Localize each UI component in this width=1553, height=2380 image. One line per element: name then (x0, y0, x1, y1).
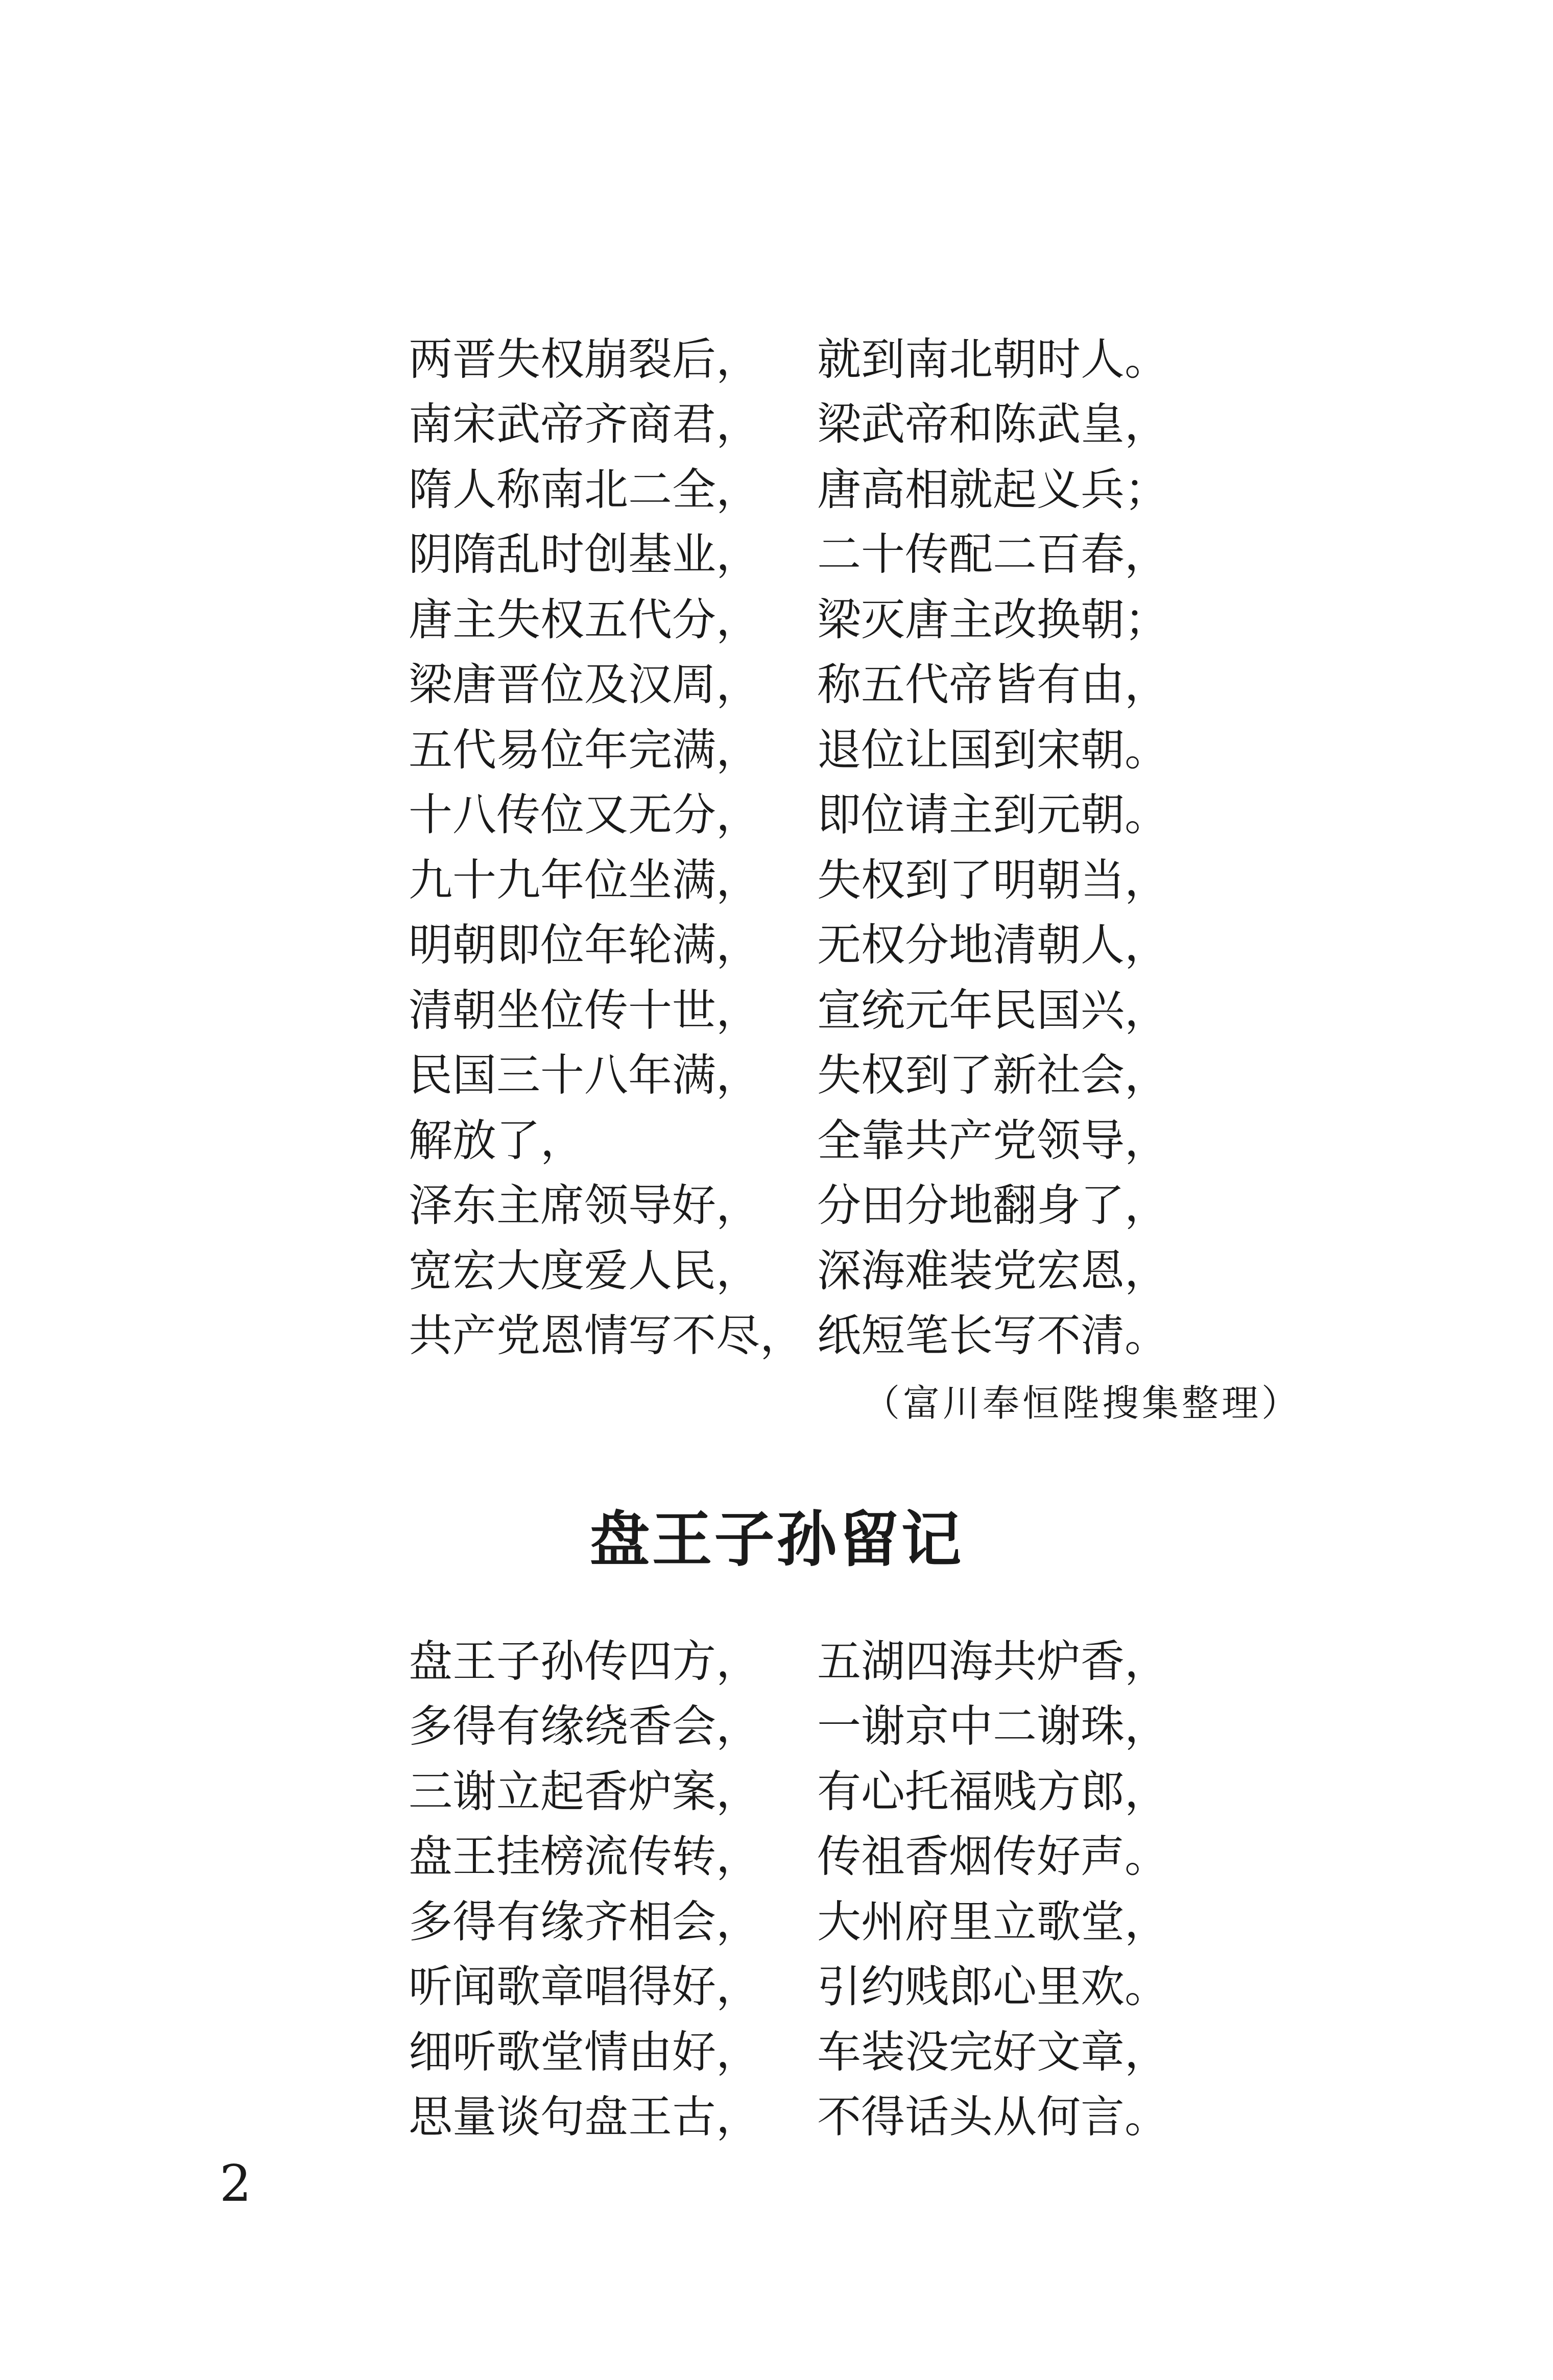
poem-line (409, 457, 1175, 522)
second-half-line: 传祖香烟传好声。 (817, 1831, 1168, 1883)
first-half-line: 共产党恩情写不尽， (409, 1310, 804, 1362)
second-half-line: 唐高相就起义兵； (817, 464, 1168, 515)
first-half-line: 盘王挂榜流传转， (409, 1831, 760, 1883)
poem-line (409, 783, 1175, 848)
poem-line (409, 2020, 1175, 2085)
second-half-line: 称五代帝皆有由， (817, 659, 1168, 711)
first-half-line: 思量谈句盘王古， (409, 2091, 760, 2143)
second-half-line: 深海难装党宏恩， (817, 1245, 1168, 1296)
second-half-line: 五湖四海共炉香， (817, 1636, 1168, 1687)
poem-line (409, 1889, 1175, 1955)
poem-line (409, 2085, 1175, 2150)
first-half-line: 泽东主席领导好， (409, 1180, 760, 1232)
second-half-line: 失权到了明朝当， (817, 854, 1168, 906)
section-title: 盘王子孙留记 (589, 1504, 964, 1575)
second-half-line: 二十传配二百春， (817, 529, 1168, 581)
page-number: 2 (220, 2155, 252, 2213)
first-half-line: 十八传位又无分， (409, 789, 760, 841)
poem-line (409, 1955, 1175, 2020)
second-half-line: 一谢京中二谢珠， (817, 1701, 1168, 1752)
second-half-line: 全靠共产党领导， (817, 1115, 1168, 1166)
second-half-line: 纸短笔长写不清。 (817, 1310, 1168, 1362)
poem-line (409, 587, 1175, 653)
second-half-line: 梁武帝和陈武皇， (817, 399, 1168, 450)
first-half-line: 解放了， (409, 1115, 584, 1166)
second-half-line: 引约贱郎心里欢。 (817, 1961, 1168, 2013)
first-half-line: 盘王子孙传四方， (409, 1636, 760, 1687)
second-half-line: 不得话头从何言。 (817, 2091, 1168, 2143)
first-half-line: 细听歌堂情由好， (409, 2026, 760, 2078)
poem-line (409, 1304, 1175, 1369)
first-half-line: 三谢立起香炉案， (409, 1766, 760, 1817)
second-half-line: 车装没完好文章， (817, 2026, 1168, 2078)
poem-line (409, 327, 1175, 392)
poem-panwang (409, 1629, 1175, 2150)
second-half-line: 梁灭唐主改换朝； (817, 594, 1168, 645)
second-half-line: 大州府里立歌堂， (817, 1896, 1168, 1948)
second-half-line: 即位请主到元朝。 (817, 789, 1168, 841)
first-half-line: 多得有缘绕香会， (409, 1701, 760, 1752)
poem-line (409, 1173, 1175, 1239)
second-half-line: 宣统元年民国兴， (817, 984, 1168, 1036)
poem-line (409, 522, 1175, 588)
first-half-line: 宽宏大度爱人民， (409, 1245, 760, 1296)
first-half-line: 南宋武帝齐商君， (409, 399, 760, 450)
collector-credit: （富川奉恒陛搜集整理） (863, 1382, 1302, 1425)
poem-line (409, 1238, 1175, 1304)
second-half-line: 有心托福贱方郎， (817, 1766, 1168, 1817)
second-half-line: 分田分地翻身了， (817, 1180, 1168, 1232)
poem-line (409, 1629, 1175, 1694)
first-half-line: 梁唐晋位及汉周， (409, 659, 760, 711)
second-half-line: 退位让国到宋朝。 (817, 724, 1168, 776)
poem-line (409, 1694, 1175, 1760)
first-half-line: 民国三十八年满， (409, 1050, 760, 1101)
second-half-line: 无权分地清朝人， (817, 920, 1168, 971)
poem-line (409, 392, 1175, 458)
first-half-line: 唐主失权五代分， (409, 594, 760, 645)
first-half-line: 听闻歌章唱得好， (409, 1961, 760, 2013)
poem-line (409, 717, 1175, 783)
second-half-line: 就到南北朝时人。 (817, 333, 1168, 385)
first-half-line: 多得有缘齐相会， (409, 1896, 760, 1948)
poem-line (409, 978, 1175, 1043)
poem-line (409, 653, 1175, 718)
poem-line (409, 848, 1175, 913)
poem-line (409, 913, 1175, 978)
poem-continuation (409, 327, 1175, 1368)
poem-line (409, 1043, 1175, 1109)
poem-line (409, 1108, 1175, 1173)
first-half-line: 清朝坐位传十世， (409, 984, 760, 1036)
first-half-line: 五代易位年完满， (409, 724, 760, 776)
first-half-line: 两晋失权崩裂后， (409, 333, 760, 385)
first-half-line: 阴隋乱时创基业， (409, 529, 760, 581)
first-half-line: 明朝即位年轮满， (409, 920, 760, 971)
second-half-line: 失权到了新社会， (817, 1050, 1168, 1101)
poem-line (409, 1824, 1175, 1890)
first-half-line: 九十九年位坐满， (409, 854, 760, 906)
first-half-line: 隋人称南北二全， (409, 464, 760, 515)
poem-line (409, 1759, 1175, 1824)
